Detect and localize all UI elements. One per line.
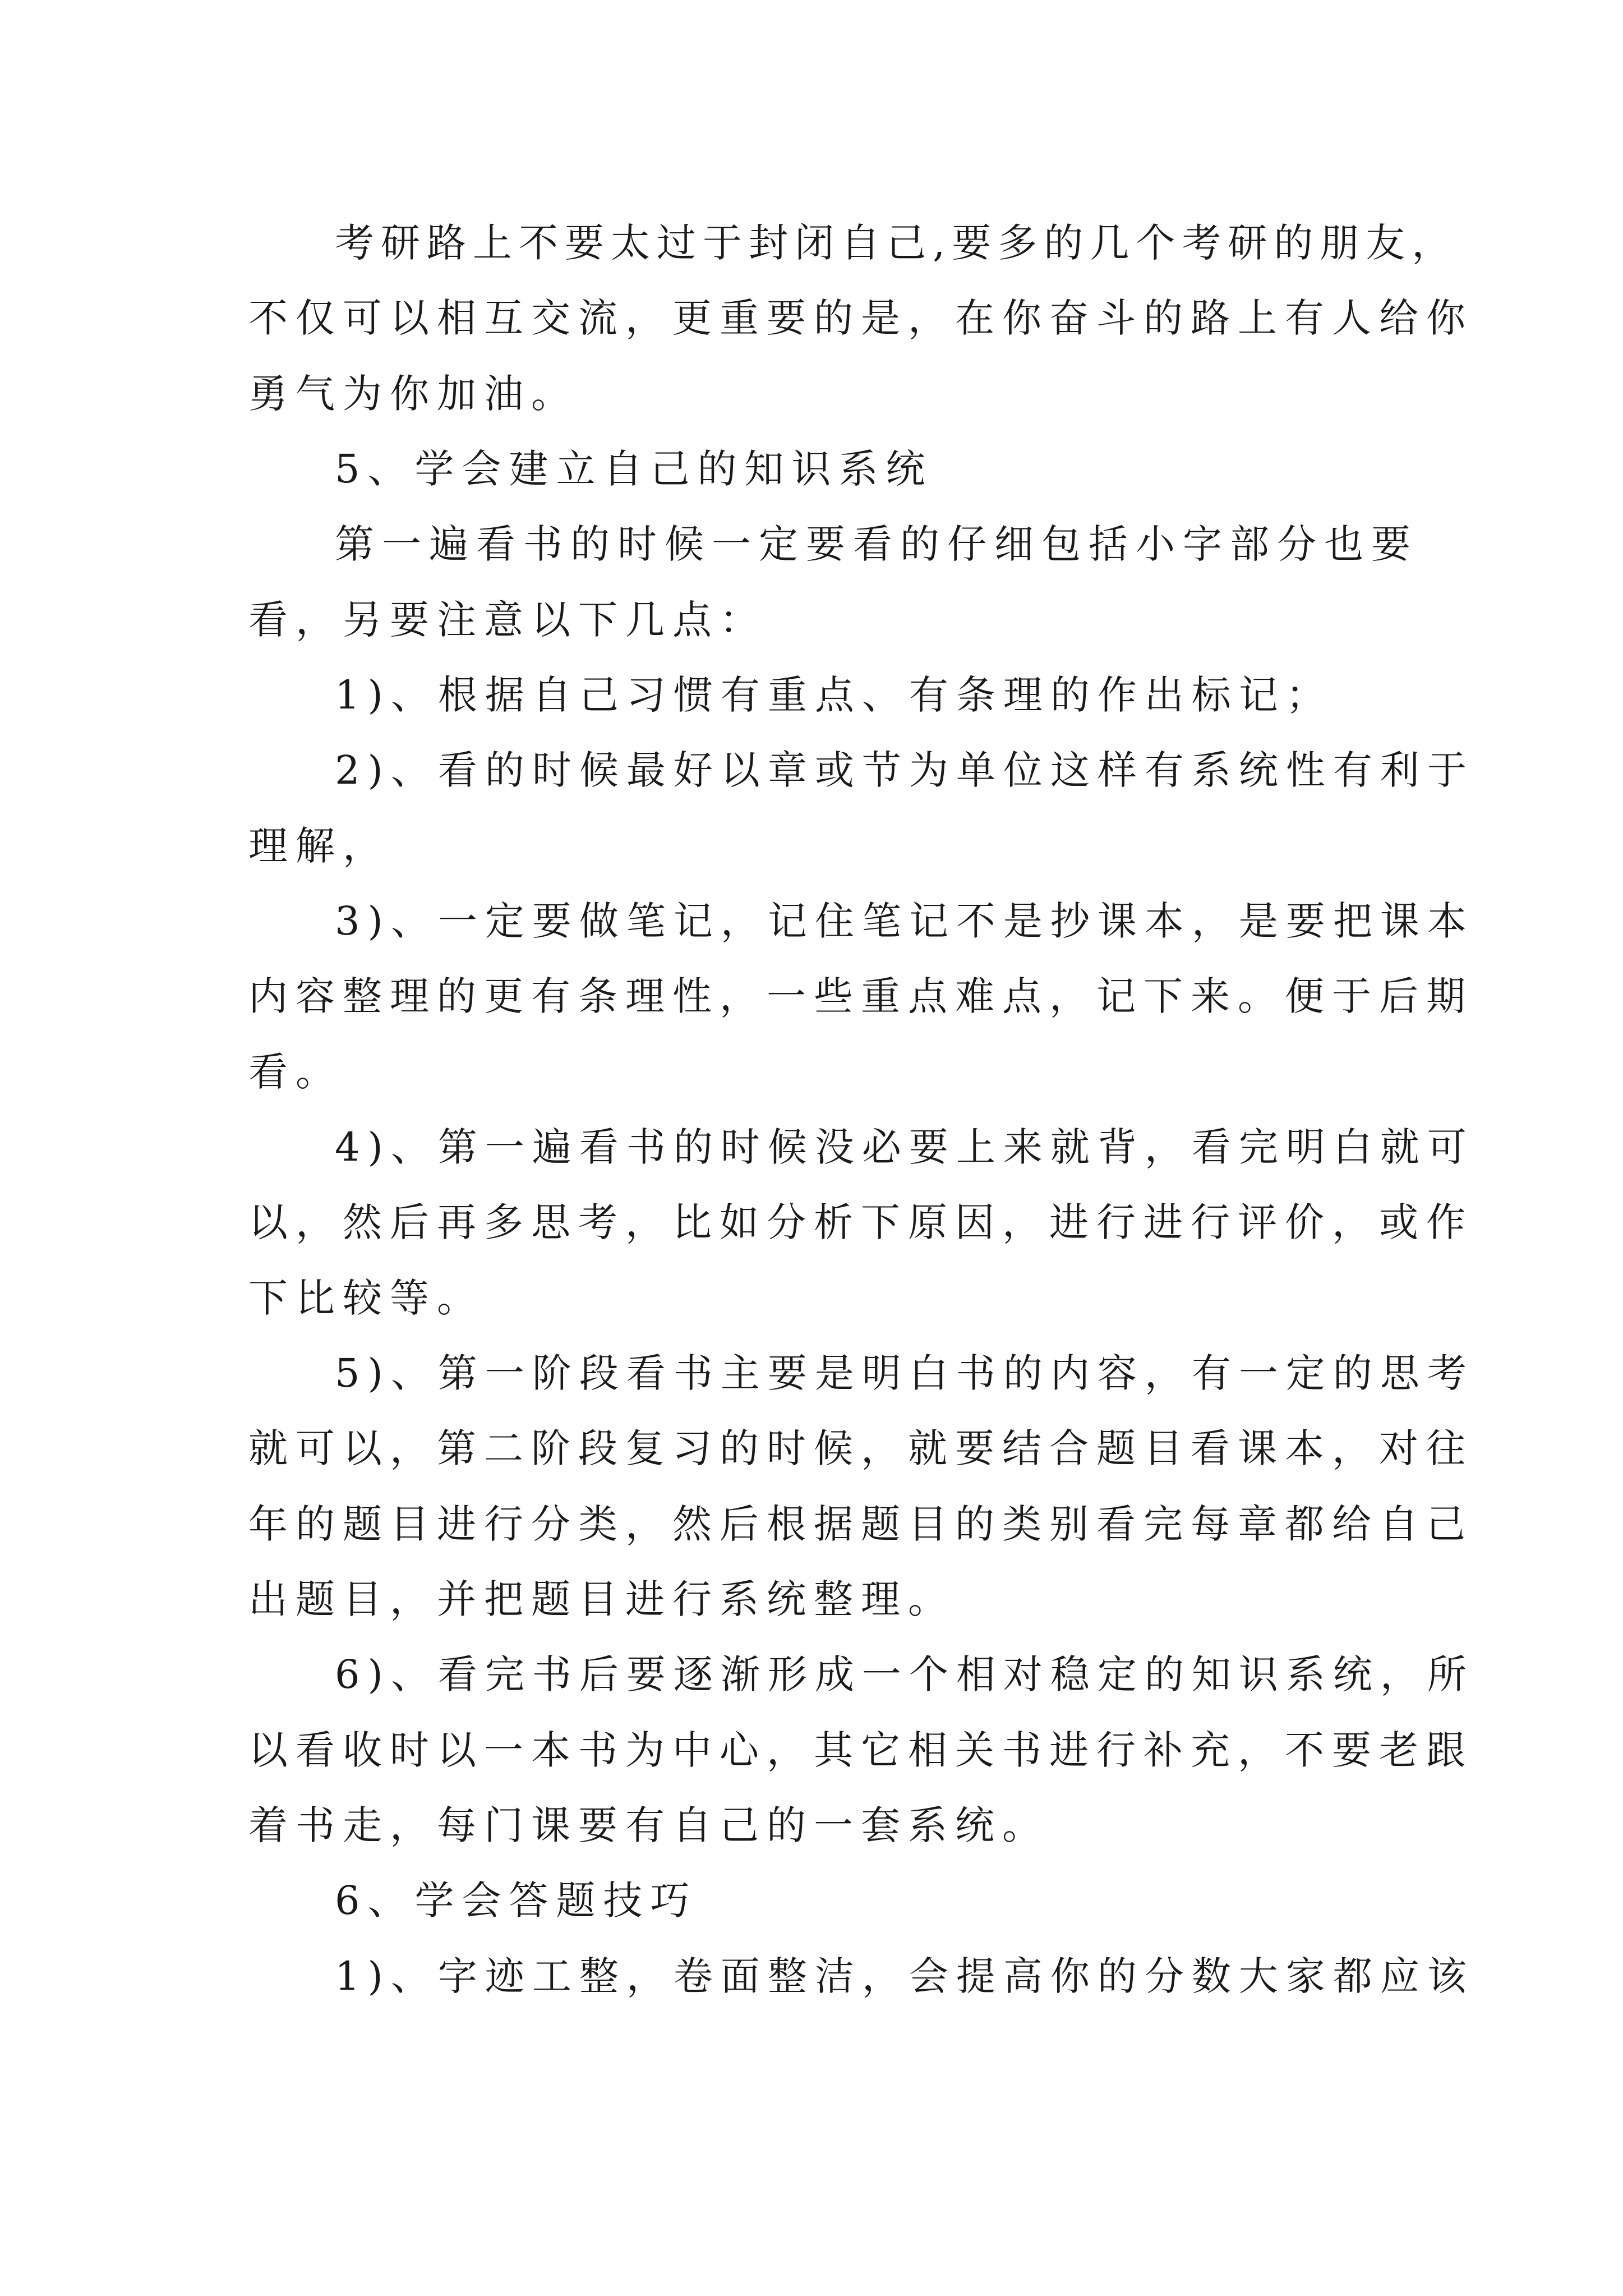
section-heading: 6、学会答题技巧 (335, 1878, 698, 1924)
text-line: 内容整理的更有条理性，一些重点难点，记下来。便于后期 (248, 973, 1473, 1019)
text-line: 就可以，第二阶段复习的时候，就要结合题目看课本，对往 (248, 1425, 1473, 1471)
list-item: 6)、看完书后要逐渐形成一个相对稳定的知识系统，所 (335, 1651, 1474, 1697)
text-line: 年的题目进行分类，然后根据题目的类别看完每章都给自己 (248, 1501, 1473, 1547)
text-line: 考研路上不要太过于封闭自己,要多的几个考研的朋友， (335, 220, 1458, 266)
text-line: 以看收时以一本书为中心，其它相关书进行补充，不要老跟 (248, 1727, 1473, 1773)
list-item: 2)、看的时候最好以章或节为单位这样有系统性有利于 (335, 747, 1474, 793)
list-item: 5)、第一阶段看书主要是明白书的内容，有一定的思考 (335, 1350, 1474, 1396)
text-line: 不仅可以相互交流，更重要的是，在你奋斗的路上有人给你 (248, 295, 1473, 341)
list-item: 1)、字迹工整，卷面整洁，会提高你的分数大家都应该 (335, 1953, 1474, 1999)
text-line: 勇气为你加油。 (248, 371, 578, 417)
list-item: 3)、一定要做笔记，记住笔记不是抄课本，是要把课本 (335, 898, 1474, 944)
list-item: 1)、根据自己习惯有重点、有条理的作出标记； (335, 672, 1333, 718)
text-line: 出题目，并把题目进行系统整理。 (248, 1576, 955, 1622)
text-line: 第一遍看书的时候一定要看的仔细包括小字部分也要 (335, 521, 1418, 567)
text-line: 看，另要注意以下几点： (248, 597, 767, 643)
text-line: 理解， (248, 823, 390, 869)
text-line: 下比较等。 (248, 1275, 484, 1321)
section-heading: 5、学会建立自己的知识系统 (335, 446, 933, 492)
list-item: 4)、第一遍看书的时候没必要上来就背，看完明白就可 (335, 1124, 1474, 1170)
text-line: 以，然后再多思考，比如分析下原因，进行进行评价，或作 (248, 1199, 1473, 1245)
text-line: 看。 (248, 1049, 343, 1095)
text-line: 着书走，每门课要有自己的一套系统。 (248, 1802, 1049, 1848)
